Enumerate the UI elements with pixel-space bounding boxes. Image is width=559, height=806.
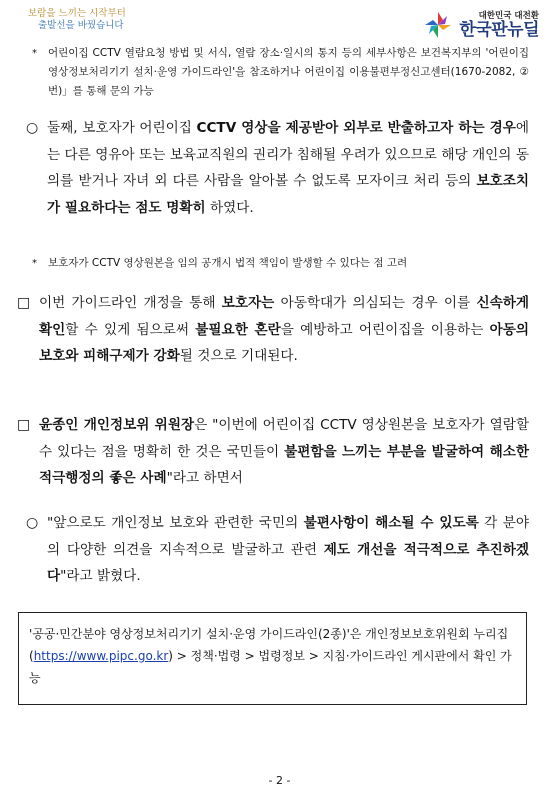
slogan-logo xyxy=(28,8,126,38)
slogan-line-2: 출발선을 바꿨습니다 xyxy=(38,20,124,31)
footnote-marker: * xyxy=(32,258,37,269)
text-run: 할 수 있게 됨으로써 xyxy=(65,321,196,338)
paragraph-text xyxy=(17,290,529,370)
text-run: "라고 하면서 xyxy=(166,470,243,486)
korean-new-deal-logo xyxy=(423,8,539,42)
square-bullet: □ xyxy=(17,295,31,311)
footnote-text: 보호자가 CCTV 영상원본을 임의 공개시 법적 책임이 발생할 수 있다는 점 고려 xyxy=(48,257,408,269)
emphasized-text: 아동의 보호와 피해구제가 강화 xyxy=(39,321,529,364)
slogan-line-1: 보람을 느끼는 시작부터 xyxy=(28,8,126,19)
square-bullet: □ xyxy=(17,417,31,433)
emphasized-text: CCTV 영상을 제공받아 외부로 반출하고자 하는 경우 xyxy=(196,120,516,136)
paragraph-guideline-revision xyxy=(17,290,529,370)
text-run: 을 예방하고 어린이집을 이용하는 xyxy=(280,321,490,338)
emphasized-text: 불편사항이 해소될 수 있도록 xyxy=(303,515,479,531)
circle-bullet: ○ xyxy=(26,120,39,136)
text-run: 아동학대가 의심되는 경우 이를 xyxy=(274,295,477,311)
emphasized-text: 보호자는 xyxy=(221,295,275,311)
text-run: 하였다. xyxy=(205,199,254,216)
paragraph-text xyxy=(17,412,529,492)
pipc-website-link[interactable]: https://www.pipc.go.kr xyxy=(33,649,169,663)
emphasized-text: 불필요한 혼란 xyxy=(195,321,281,338)
emphasized-text: 윤종인 개인정보위 위원장 xyxy=(39,417,195,433)
text-run: 될 것으로 기대된다. xyxy=(179,348,298,364)
text-run: 둘째, 보호자가 어린이집 xyxy=(47,120,197,136)
info-box xyxy=(18,612,527,705)
footnote-marker: * xyxy=(32,48,37,59)
text-run: "라고 밝혔다. xyxy=(60,568,141,584)
text-run: 에는 다른 영유아 또는 보육교직원의 권리가 침해될 우려가 있으므로 해당 개인의 동의를 받거나 자녀 외 다른 사람을 알아볼 수 없도록 모자이크 처리 등의 xyxy=(47,120,530,189)
info-text-after: ) > 정책·법령 > 법령정보 > 지침·가이드라인 게시판에서 확인 가능 xyxy=(29,649,512,685)
paragraph-second-point xyxy=(26,115,529,221)
paragraph-text xyxy=(26,510,529,590)
footnote-text: 어린이집 CCTV 열람요청 방법 및 서식, 열람 장소·일시의 통지 등의 세부사항은 보건복지부의 '어린이집 영상정보처리기기 설치·운영 가이드라인'을 참조하거나 어린이집 이용불편부정신고센터(1670-2082, ②번)」를 통해 문의 가능 xyxy=(48,47,529,97)
page-number: - 2 - xyxy=(268,774,291,787)
gov-label: 대한민국 대전환 xyxy=(478,10,539,21)
paragraph-text xyxy=(26,115,529,221)
paragraph-chairman-remark xyxy=(17,412,529,492)
emphasized-text: 보호조치가 필요하다는 점도 명확히 xyxy=(47,173,529,216)
text-run: 각 분야의 다양한 의견을 지속적으로 발굴하고 관련 xyxy=(47,515,530,558)
text-run: 은 "이번에 어린이집 CCTV 영상원본을 보호자가 열람할 수 있다는 점을 명확히 한 것은 국민들이 xyxy=(39,417,529,460)
footnote-original-disclosure xyxy=(34,254,529,273)
pinwheel-icon xyxy=(423,10,453,40)
info-text-before: '공공·민간분야 영상정보처리기기 설치·운영 가이드라인(2종)'은 개인정보보호위원회 누리집( xyxy=(29,627,509,663)
footnote-cctv-request xyxy=(34,44,529,101)
circle-bullet: ○ xyxy=(26,515,39,531)
emphasized-text: 제도 개선을 적극적으로 추진하겠다 xyxy=(47,541,529,584)
emphasized-text: 신속하게 확인 xyxy=(39,295,529,338)
text-run: "앞으로도 개인정보 보호와 관련한 국민의 xyxy=(47,515,304,531)
text-run: 이번 가이드라인 개정을 통해 xyxy=(39,295,222,311)
emphasized-text: 불편함을 느끼는 부분을 발굴하여 해소한 적극행정의 좋은 사례 xyxy=(39,443,529,486)
paragraph-future-plan xyxy=(26,510,529,590)
brand-name: 한국판뉴딜 xyxy=(459,19,539,40)
